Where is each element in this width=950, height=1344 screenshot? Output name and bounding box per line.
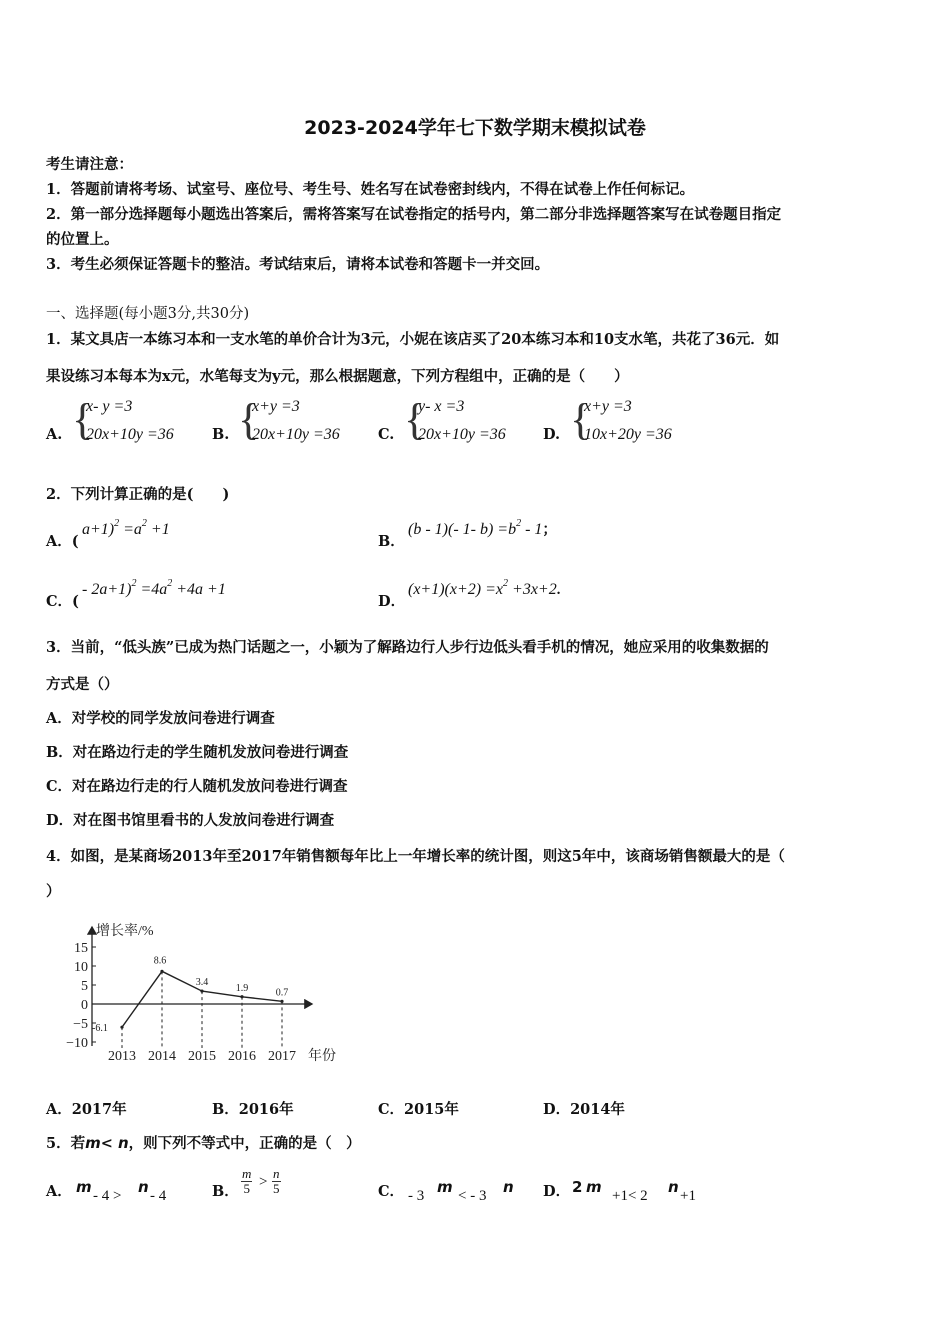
expression: (b - 1)(- 1- $b) =b^2 - 1$； xyxy=(408,518,557,538)
data-label: 1.9 xyxy=(235,982,249,994)
expression: +1< 2 xyxy=(612,1188,648,1204)
var-n: n xyxy=(668,1178,679,1196)
option-label: A. xyxy=(46,426,63,443)
option-label: B． xyxy=(378,533,405,550)
option-label: B. xyxy=(212,426,230,443)
y-tick-label: 15 xyxy=(74,941,88,956)
brace-icon: { xyxy=(238,395,260,444)
expression: $(x+1)(x+2) =x^2 +3x+2$. xyxy=(408,578,561,598)
option-label: C．( xyxy=(46,593,79,610)
data-point xyxy=(160,970,163,973)
expression: - 4 xyxy=(150,1188,167,1204)
equation: x+y =3 xyxy=(252,398,300,415)
q3-option-b[interactable]: B．对在路边行走的学生随机发放问卷进行调查 xyxy=(46,744,349,761)
equation: y- x =3 xyxy=(418,398,465,415)
brace-icon: { xyxy=(72,395,94,444)
y-tick-label: −5 xyxy=(73,1017,88,1032)
q4-option-b[interactable]: B．2016年 xyxy=(212,1101,294,1118)
equation: 20x+10y =36 xyxy=(86,426,174,443)
q1-stem-line2: 果设练习本每本为x元，水笔每支为y元，那么根据题意，下列方程组中，正确的是（ ） xyxy=(46,368,629,385)
q4-stem-line2: ） xyxy=(46,883,61,900)
q4-option-a[interactable]: A．2017年 xyxy=(46,1101,127,1118)
var-m: m xyxy=(437,1178,453,1196)
q2-stem: 2．下列计算正确的是( ) xyxy=(46,486,230,503)
x-tick-label: 2014 xyxy=(148,1049,176,1064)
x-tick-label: 2016 xyxy=(228,1049,256,1064)
data-point xyxy=(240,995,243,998)
data-label: -6.1 xyxy=(92,1023,108,1035)
expression: > xyxy=(259,1174,268,1190)
notice-line: 1．答题前请将考场、试室号、座位号、考生号、姓名写在试卷密封线内，不得在试卷上作任何标记。 xyxy=(46,181,695,198)
fraction: $\frac{n}{5}$ xyxy=(273,1166,280,1196)
data-label: 0.7 xyxy=(275,987,289,999)
var-m: m xyxy=(85,1134,101,1152)
notice-line: 2．第一部分选择题每小题选出答案后，需将答案写在试卷指定的括号内，第二部分非选择题答案写在试卷题目指定 xyxy=(46,206,782,223)
notice-heading: 考生请注意： xyxy=(46,156,133,173)
equation: x- y =3 xyxy=(86,398,133,415)
option-label: A． xyxy=(46,1183,72,1200)
option-label: A．( xyxy=(46,533,79,550)
brace-icon: { xyxy=(570,395,592,444)
fraction: $\frac{m}{5}$ xyxy=(242,1166,252,1196)
x-axis-label: 年份 xyxy=(308,1049,336,1064)
expression: - $2a+1)^2 =4a^2 +4a +1$ xyxy=(82,578,226,598)
data-point xyxy=(200,989,203,992)
var-m: m xyxy=(586,1178,602,1196)
equation: x+y =3 xyxy=(584,398,632,415)
q3-option-d[interactable]: D．对在图书馆里看书的人发放问卷进行调查 xyxy=(46,812,335,829)
y-tick-label: 10 xyxy=(74,960,88,975)
notice-line: 3．考生必须保证答题卡的整洁。考试结束后，请将本试卷和答题卡一并交回。 xyxy=(46,256,550,273)
option-label: D． xyxy=(543,1183,571,1200)
expression: < - 3 xyxy=(458,1188,487,1204)
y-tick-label: 5 xyxy=(81,979,88,994)
coefficient: 2 xyxy=(572,1178,583,1196)
q4-option-d[interactable]: D．2014年 xyxy=(543,1101,625,1118)
data-label: 3.4 xyxy=(195,977,209,989)
data-point xyxy=(120,1026,123,1029)
data-label: 8.6 xyxy=(153,955,167,967)
var-n: n xyxy=(117,1134,129,1152)
brace-icon: { xyxy=(404,395,426,444)
q5-stem: 5．若m< n，则下列不等式中，正确的是（ ） xyxy=(46,1134,361,1152)
option-label: C． xyxy=(378,1183,405,1200)
var-m: m xyxy=(76,1178,92,1196)
q3-option-c[interactable]: C．对在路边行走的行人随机发放问卷进行调查 xyxy=(46,778,348,795)
expression: $a+1)^2 =a^2 +1$ xyxy=(82,518,170,538)
growth-rate-chart xyxy=(50,915,350,1070)
var-n: n xyxy=(138,1178,149,1196)
page-title: 2023-2024学年七下数学期末模拟试卷 xyxy=(304,117,646,139)
y-tick-label: 0 xyxy=(81,998,88,1013)
q3-stem-line2: 方式是（） xyxy=(46,676,119,693)
expression: +1 xyxy=(680,1188,696,1204)
q3-option-a[interactable]: A．对学校的同学发放问卷进行调查 xyxy=(46,710,275,727)
option-label: D． xyxy=(378,593,406,610)
y-tick-label: −10 xyxy=(66,1036,88,1051)
section-heading: 一、选择题(每小题3分,共30分) xyxy=(46,306,250,322)
x-tick-label: 2017 xyxy=(268,1049,296,1064)
var-n: n xyxy=(503,1178,514,1196)
x-tick-label: 2013 xyxy=(108,1049,136,1064)
y-axis-label: 增长率/% xyxy=(96,924,154,939)
expression: - 3 xyxy=(408,1188,425,1204)
equation: 20x+10y =36 xyxy=(418,426,506,443)
equation: 20x+10y =36 xyxy=(252,426,340,443)
equation: 10x+20y =36 xyxy=(584,426,672,443)
x-tick-label: 2015 xyxy=(188,1049,216,1064)
data-point xyxy=(280,1000,283,1003)
option-label: C. xyxy=(378,426,395,443)
option-label: D. xyxy=(543,426,561,443)
expression: - 4 > xyxy=(93,1188,122,1204)
q3-stem-line1: 3．当前，“低头族”已成为热门话题之一，小颖为了解路边行人步行边低头看手机的情况，她应采用的收集数据的 xyxy=(46,639,769,656)
notice-line: 的位置上。 xyxy=(46,231,119,248)
q4-stem-line1: 4．如图，是某商场2013年至2017年销售额每年比上一年增长率的统计图，则这5年中，该商场销售额最大的是（ xyxy=(46,848,785,865)
option-label: B． xyxy=(212,1183,239,1200)
q4-option-c[interactable]: C．2015年 xyxy=(378,1101,459,1118)
q1-stem-line1: 1．某文具店一本练习本和一支水笔的单价合计为3元，小妮在该店买了20本练习本和10支水笔，共花了36元．如 xyxy=(46,331,780,348)
